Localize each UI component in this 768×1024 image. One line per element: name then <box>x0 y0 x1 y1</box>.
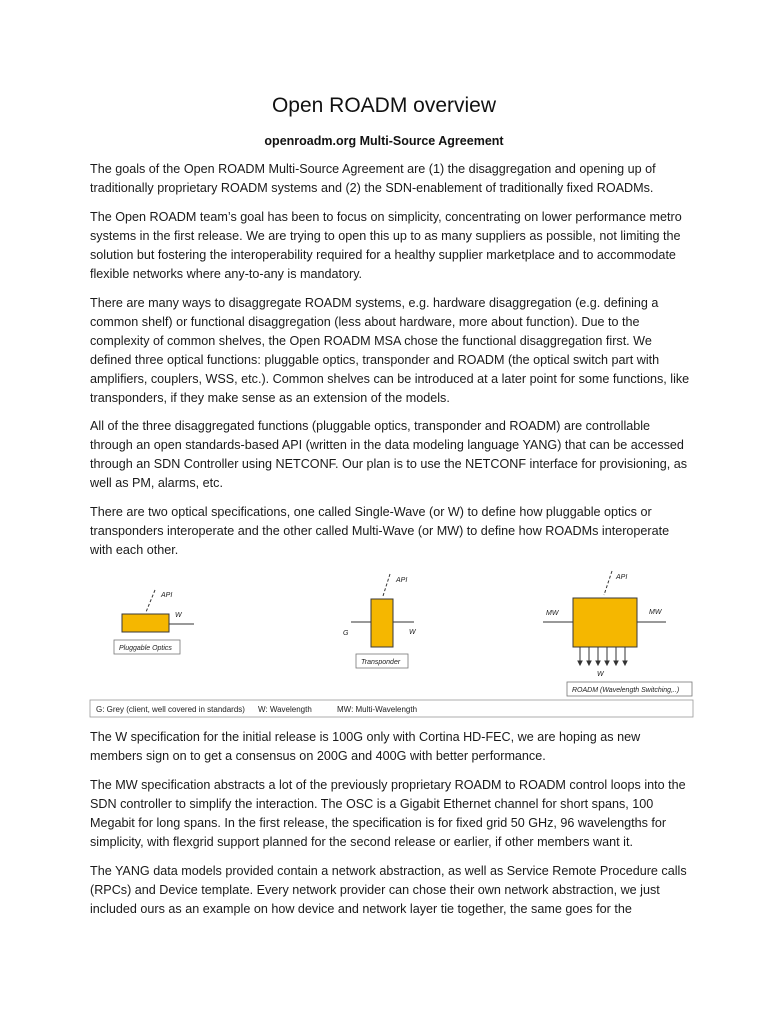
legend-multi-wavelength: MW: Multi-Wavelength <box>337 705 418 714</box>
roadm-caption: ROADM (Wavelength Switching,..) <box>572 687 680 694</box>
diagram-legend <box>90 700 693 717</box>
roadm-box <box>573 598 637 647</box>
roadm-mw-left-label: MW <box>546 610 559 617</box>
pluggable-api-line <box>146 590 155 612</box>
transponder-box <box>371 599 393 647</box>
transponder-figure <box>343 574 417 668</box>
page-title: Open ROADM overview <box>271 94 497 117</box>
roadm-w-label: W <box>597 671 604 678</box>
pluggable-api-label: API <box>161 592 173 599</box>
transponder-g-label: G <box>343 630 349 637</box>
paragraph-disaggregation: There are many ways to disaggregate ROADM systems, e.g. hardware disaggregation (e.g. defining a common shelf) or functional disaggregation (less about hardware, more about function). Due to the complexity of common shelves, the Open ROADM MSA chose the functional disaggregation first. We defined three optical functions: pluggable optics, transponder and ROADM (the optical switch part with amplifiers, couplers, WSS, etc.). Common shelves can be introduced at a later point for some functions, like transponders, if they make sense as an extension of the models. <box>90 296 690 405</box>
transponder-api-label: API <box>396 577 408 584</box>
paragraph-mw-spec: The MW specification abstracts a lot of the previously proprietary ROADM to ROADM control loops into the SDN controller to simplify the interaction. The OSC is a Gigabit Ethernet channel for short spans, 100 Megabit for long spans. In the first release, the specification is for fixed grid 50 GHz, 96 wavelengths for simplicity, with flexgrid support planned for the second release or earlier, if other members want it. <box>90 778 686 849</box>
disaggregation-diagram <box>0 560 768 722</box>
legend-wavelength: W: Wavelength <box>258 705 312 714</box>
pluggable-w-label: W <box>175 612 182 619</box>
paragraph-goals: The goals of the Open ROADM Multi-Source Agreement are (1) the disaggregation and opening up of traditionally proprietary ROADM systems and (2) the SDN-enablement of traditionally fixed ROADMs. <box>90 162 656 195</box>
paragraph-team-goal: The Open ROADM team’s goal has been to focus on simplicity, concentrating on lower performance metro systems in the first release. We are trying to open this up to as many suppliers as possible, not limiting the solution but fostering the interoperability required for a healthy supplier marketplace and to accommodate flexible networks where any-to-any is mandatory. <box>90 210 682 281</box>
transponder-caption: Transponder <box>361 659 401 666</box>
transponder-api-line <box>383 574 390 596</box>
roadm-api-line <box>604 571 612 595</box>
paragraph-optical-specs: There are two optical specifications, one called Single-Wave (or W) to define how pluggable optics or transponders interoperate and the other called Multi-Wave (or MW) to define how ROADMs interoperate with each other. <box>90 505 670 557</box>
pluggable-caption: Pluggable Optics <box>119 645 172 652</box>
roadm-api-label: API <box>616 574 628 581</box>
paragraph-w-spec: The W specification for the initial release is 100G only with Cortina HD-FEC, we are hoping as new members sign on to get a consensus on 200G and 400G with better performance. <box>90 730 641 763</box>
paragraph-api: All of the three disaggregated functions (pluggable optics, transponder and ROADM) are controllable through an open standards-based API (written in the data modeling language YANG) that can be accessed through an SDN Controller using NETCONF. Our plan is to use the NETCONF interface for provisioning, as well as PM, alarms, etc. <box>90 419 688 490</box>
roadm-mw-right-label: MW <box>649 609 662 616</box>
pluggable-optics-box <box>122 614 169 632</box>
transponder-w-label: W <box>409 629 416 636</box>
pluggable-optics-figure <box>114 590 194 654</box>
roadm-figure <box>543 571 692 696</box>
page-subtitle: openroadm.org Multi-Source Agreement <box>264 134 504 148</box>
paragraph-yang-models: The YANG data models provided contain a network abstraction, as well as Service Remote Procedure calls (RPCs) and Device template. Every network provider can chose their own network abstraction, we just included ours as an example on how device and network layer tie together, the same goes for the <box>90 864 687 916</box>
legend-grey: G: Grey (client, well covered in standards) <box>96 705 245 714</box>
roadm-w-ports <box>578 647 627 665</box>
